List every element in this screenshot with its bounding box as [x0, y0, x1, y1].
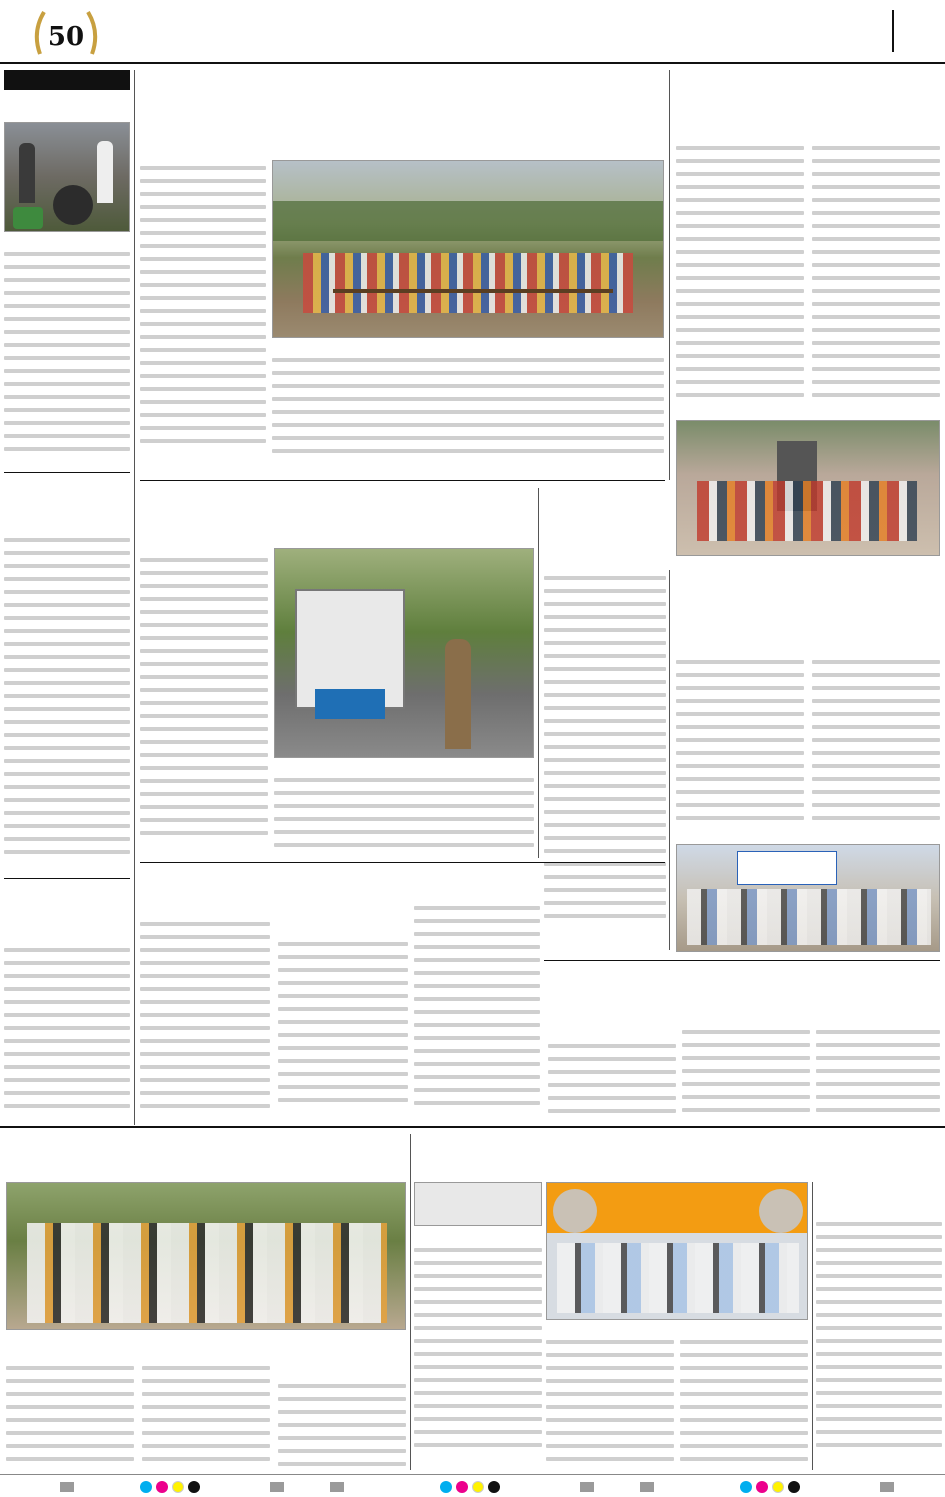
logo-number: 50 — [47, 22, 85, 52]
village-campaign-headline — [6, 1134, 406, 1180]
shraddha-headline — [676, 82, 940, 122]
balimela-photo — [676, 844, 940, 952]
brief-banner — [4, 70, 130, 90]
samagra-boxed-line-2 — [278, 922, 408, 936]
registration-dot — [440, 1481, 452, 1493]
shraddha-photo — [676, 420, 940, 556]
registration-dot — [188, 1481, 200, 1493]
vikash-headline — [414, 1134, 942, 1180]
samagra-headline — [140, 868, 540, 902]
registration-dot — [772, 1481, 784, 1493]
village-campaign-photo — [6, 1182, 406, 1330]
registration-dot — [740, 1481, 752, 1493]
registration-dot — [488, 1481, 500, 1493]
masthead — [0, 0, 945, 62]
registration-dot — [472, 1481, 484, 1493]
border-caption — [274, 760, 534, 772]
balimela-headline-2 — [676, 610, 940, 638]
shraddha-caption — [676, 558, 940, 570]
brief-photo — [4, 122, 130, 232]
vikash-subhead-box — [414, 1182, 542, 1226]
victory-headline-2 — [816, 1202, 942, 1218]
color-registration-bar — [0, 1478, 945, 1496]
registration-dot — [456, 1481, 468, 1493]
vikash-photo — [546, 1182, 808, 1320]
registration-dot — [172, 1481, 184, 1493]
vikash-subhead-1 — [415, 1183, 541, 1187]
vikash-caption — [546, 1322, 808, 1334]
anniversary-logo — [30, 4, 102, 62]
underpass-photo — [272, 160, 664, 338]
arrest-headline — [4, 882, 130, 930]
balimela-headline-1 — [676, 578, 940, 606]
victory-headline-1 — [816, 1184, 942, 1200]
underpass-headline — [140, 80, 665, 138]
registration-dot — [756, 1481, 768, 1493]
border-photo — [274, 548, 534, 758]
samagra-boxed-line-1 — [278, 906, 408, 920]
congress-headline — [548, 966, 940, 1012]
registration-dot — [156, 1481, 168, 1493]
suicide-headline — [544, 492, 666, 558]
underpass-caption — [272, 340, 664, 352]
registration-dot — [788, 1481, 800, 1493]
border-headline — [140, 492, 535, 536]
village-campaign-caption — [6, 1332, 406, 1344]
drowning-headline — [4, 478, 130, 522]
registration-dot — [140, 1481, 152, 1493]
